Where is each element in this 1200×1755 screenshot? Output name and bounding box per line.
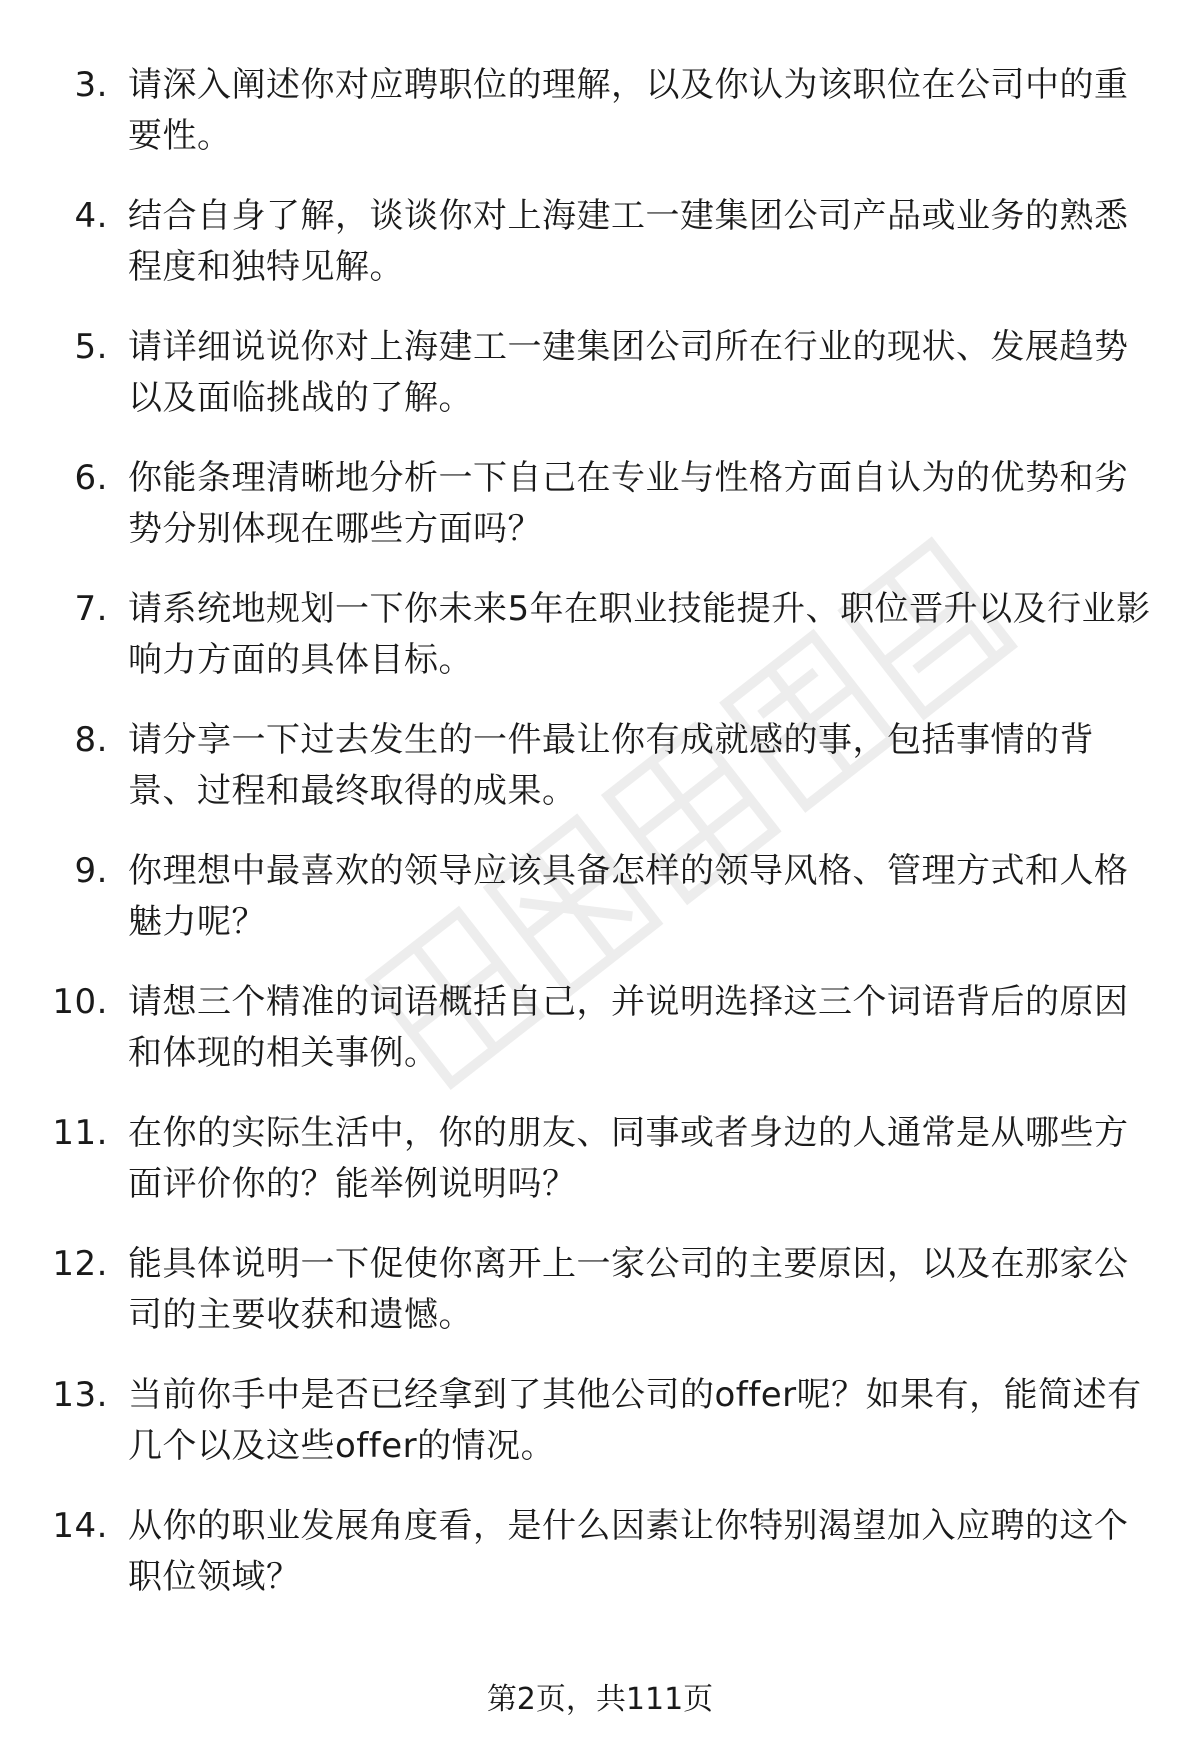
question-item-4 [48,191,1158,322]
question-number: 13. [52,1375,108,1415]
question-list [48,60,1158,1632]
question-number: 6. [74,458,108,498]
question-item-13 [48,1370,1158,1501]
question-number: 3. [74,65,108,105]
question-text: 请想三个精准的词语概括自己，并说明选择这三个词语背后的原因和体现的相关事例。 [128,982,1129,1073]
question-text: 结合自身了解，谈谈你对上海建工一建集团公司产品或业务的熟悉程度和独特见解。 [128,196,1129,287]
question-number: 10. [52,982,108,1022]
question-text: 从你的职业发展角度看，是什么因素让你特别渴望加入应聘的这个职位领域？ [128,1506,1129,1597]
question-text: 能具体说明一下促使你离开上一家公司的主要原因，以及在那家公司的主要收获和遗憾。 [128,1244,1129,1335]
question-item-14 [48,1501,1158,1632]
question-text: 你能条理清晰地分析一下自己在专业与性格方面自认为的优势和劣势分别体现在哪些方面吗？ [128,458,1129,549]
question-item-3 [48,60,1158,191]
question-text: 请分享一下过去发生的一件最让你有成就感的事，包括事情的背景、过程和最终取得的成果。 [128,720,1094,811]
question-number: 5. [74,327,108,367]
question-number: 9. [74,851,108,891]
question-item-11 [48,1108,1158,1239]
question-number: 12. [52,1244,108,1284]
question-text: 当前你手中是否已经拿到了其他公司的offer呢？如果有，能简述有几个以及这些offer的情况。 [128,1375,1142,1466]
question-text: 你理想中最喜欢的领导应该具备怎样的领导风格、管理方式和人格魅力呢？ [128,851,1129,942]
question-number: 8. [74,720,108,760]
question-item-9 [48,846,1158,977]
question-text: 请深入阐述你对应聘职位的理解，以及你认为该职位在公司中的重要性。 [128,65,1129,156]
question-item-6 [48,453,1158,584]
question-item-5 [48,322,1158,453]
question-text: 在你的实际生活中，你的朋友、同事或者身边的人通常是从哪些方面评价你的？能举例说明吗？ [128,1113,1129,1204]
question-number: 11. [52,1113,108,1153]
question-item-12 [48,1239,1158,1370]
page-number-footer: 第2页，共111页 [486,1682,714,1717]
question-number: 7. [74,589,108,629]
question-text: 请详细说说你对上海建工一建集团公司所在行业的现状、发展趋势以及面临挑战的了解。 [128,327,1129,418]
question-text: 请系统地规划一下你未来5年在职业技能提升、职位晋升以及行业影响力方面的具体目标。 [128,589,1151,680]
question-number: 14. [52,1506,108,1546]
question-item-7 [48,584,1158,715]
question-item-10 [48,977,1158,1108]
question-number: 4. [74,196,108,236]
question-item-8 [48,715,1158,846]
